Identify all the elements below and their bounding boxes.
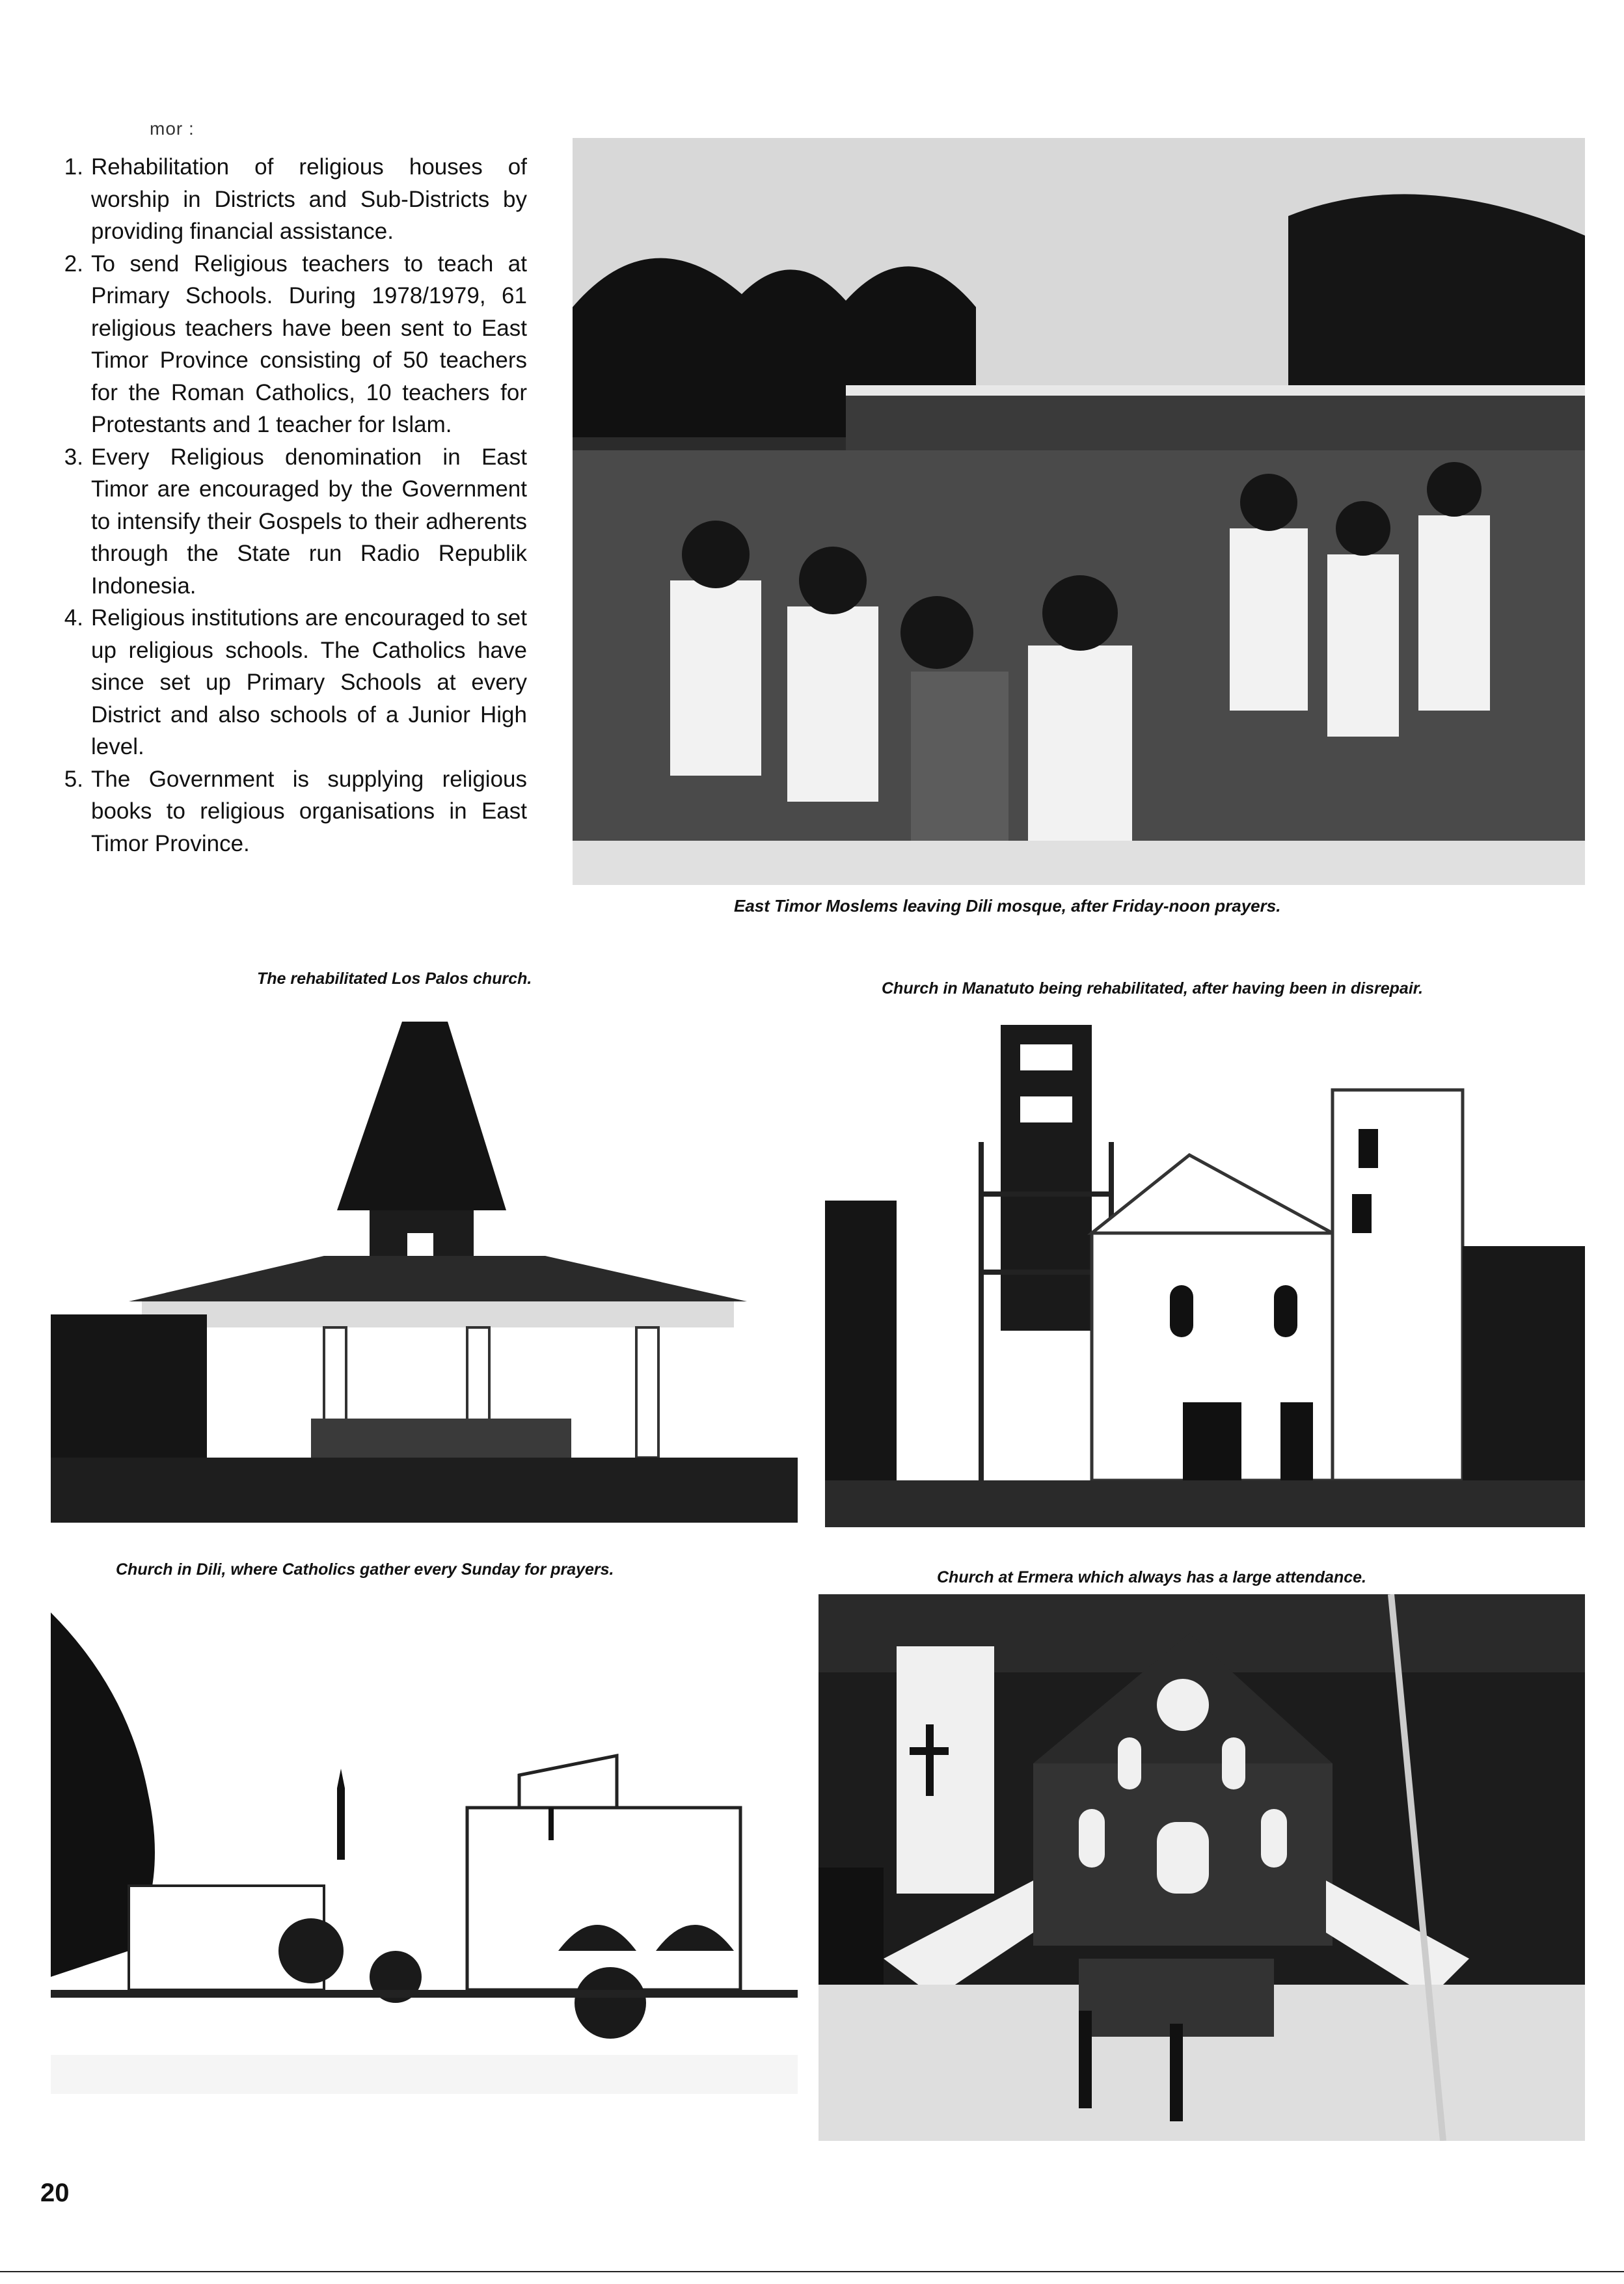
list-item <box>46 151 527 248</box>
page-number: 20 <box>40 2179 70 2207</box>
manatuto-photo <box>825 999 1585 1527</box>
intro-fragment: mor : <box>150 118 195 139</box>
list-number: 4. <box>64 605 83 631</box>
ermera-photo <box>819 1594 1585 2141</box>
list-item <box>46 441 527 603</box>
list-item <box>46 763 527 860</box>
mosque-caption: East Timor Moslems leaving Dili mosque, after Friday-noon prayers. <box>734 896 1281 916</box>
list-number: 3. <box>64 444 83 470</box>
dili-photo <box>51 1612 798 2094</box>
list-item <box>46 602 527 763</box>
policy-list <box>46 151 527 860</box>
los-palos-photo <box>51 1009 798 1523</box>
list-text: The Government is supplying religious books to religious organisations in East Timor Province. <box>91 766 527 856</box>
list-item <box>46 248 527 441</box>
footer-rule <box>0 2271 1624 2272</box>
list-text: To send Religious teachers to teach at Primary Schools. During 1978/1979, 61 religious teachers have been sent to East Timor Province consisting of 50 teachers for the Roman Catholics, 10 teachers for Protestants and 1 teacher for Islam. <box>91 251 527 437</box>
list-text: Religious institutions are encouraged to set up religious schools. The Catholics have since set up Primary Schools at every District and also schools of a Junior High level. <box>91 605 527 759</box>
list-number: 5. <box>64 766 83 792</box>
list-text: Every Religious denomination in East Timor are encouraged by the Government to intensify their Gospels to their adherents through the State run Radio Republik Indonesia. <box>91 444 527 599</box>
list-number: 1. <box>64 154 83 180</box>
list-text: Rehabilitation of religious houses of worship in Districts and Sub-Districts by providing financial assistance. <box>91 154 527 244</box>
list-number: 2. <box>64 251 83 277</box>
los-palos-caption: The rehabilitated Los Palos church. <box>257 970 532 988</box>
dili-caption: Church in Dili, where Catholics gather every Sunday for prayers. <box>116 1560 614 1579</box>
mosque-photo <box>573 138 1585 885</box>
manatuto-caption: Church in Manatuto being rehabilitated, after having been in disrepair. <box>882 979 1424 998</box>
ermera-caption: Church at Ermera which always has a large attendance. <box>937 1568 1366 1586</box>
